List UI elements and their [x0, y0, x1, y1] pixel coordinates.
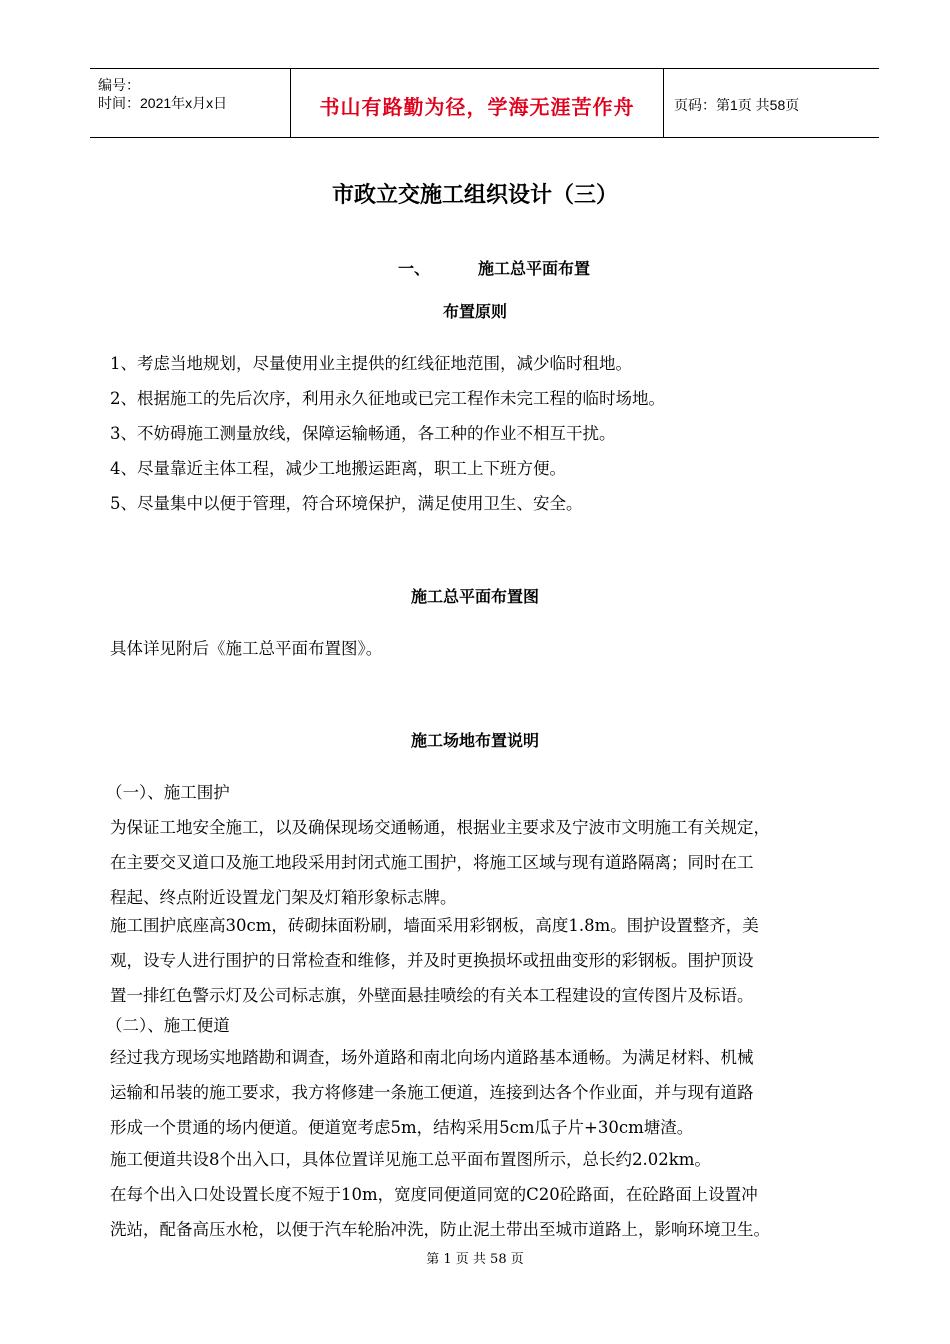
paragraph	[110, 908, 872, 1013]
paragraph-line: 程起、终点附近设置龙门架及灯箱形象标志牌。	[110, 888, 457, 907]
paragraph-line: 运输和吊装的施工要求，我方将修建一条施工便道，连接到达各个作业面，并与现有道路	[110, 1083, 754, 1102]
time-label: 时间：2021年x月x日	[98, 95, 228, 111]
section-title: 施工总平面布置	[478, 259, 591, 278]
paragraph-line: 在每个出入口处设置长度不短于10m，宽度同便道同宽的C20砼路面，在砼路面上设置冲	[110, 1185, 758, 1204]
section-number: 一、	[398, 259, 431, 278]
page-footer: 第 1 页 共 58 页	[426, 1252, 524, 1267]
motto: 书山有路勤为径，学海无涯苦作舟	[319, 95, 635, 119]
paragraph-line: 置一排红色警示灯及公司标志旗，外壁面悬挂喷绘的有关本工程建设的宣传图片及标语。	[110, 986, 754, 1005]
paragraph: 施工便道共设8个出入口，具体位置详见施工总平面布置图所示，总长约2.02km。	[110, 1150, 711, 1169]
header-motto-cell	[291, 69, 664, 137]
header-info-cell	[90, 69, 291, 137]
page-header	[90, 68, 879, 138]
paragraph	[110, 1177, 872, 1247]
principle-item: 1、考虑当地规划，尽量使用业主提供的红线征地范围，减少临时租地。	[110, 354, 632, 373]
layout-plan-text: 具体详见附后《施工总平面布置图》。	[110, 639, 383, 658]
layout-plan-heading: 施工总平面布置图	[410, 587, 539, 606]
paragraph-line: 施工围护底座高30cm，砖砌抹面粉刷，墙面采用彩钢板，高度1.8m。围护设置整齐，美	[110, 916, 759, 935]
principles-heading: 布置原则	[442, 302, 507, 321]
paragraph-line: 观，设专人进行围护的日常检查和维修，并及时更换损坏或扭曲变形的彩钢板。围护顶设	[110, 951, 754, 970]
page-info: 页码：第1页 共58页	[674, 97, 800, 113]
subsection-title: （二）、施工便道	[106, 1016, 230, 1035]
number-label: 编号：	[98, 77, 140, 93]
principle-item: 3、不妨碍施工测量放线，保障运输畅通，各工种的作业不相互干扰。	[110, 424, 616, 443]
paragraph	[110, 810, 872, 915]
paragraph-line: 在主要交叉道口及施工地段采用封闭式施工围护，将施工区域与现有道路隔离；同时在工	[110, 853, 754, 872]
subsection-title: （一）、施工围护	[106, 783, 230, 802]
header-page-cell	[664, 69, 879, 137]
principle-item: 2、根据施工的先后次序，利用永久征地或已完工程作未完工程的临时场地。	[110, 389, 665, 408]
document-title: 市政立交施工组织设计（三）	[331, 183, 618, 208]
principle-item: 5、尽量集中以便于管理，符合环境保护，满足使用卫生、安全。	[110, 494, 583, 513]
site-desc-heading: 施工场地布置说明	[410, 731, 539, 750]
paragraph-line: 为保证工地安全施工，以及确保现场交通畅通，根据业主要求及宁波市文明施工有关规定，	[110, 818, 770, 837]
paragraph-line: 洗站，配备高压水枪，以便于汽车轮胎冲洗，防止泥土带出至城市道路上，影响环境卫生。	[110, 1220, 770, 1239]
principle-item: 4、尽量靠近主体工程，减少工地搬运距离，职工上下班方便。	[110, 459, 566, 478]
paragraph-line: 经过我方现场实地踏勘和调查，场外道路和南北向场内道路基本通畅。为满足材料、机械	[110, 1048, 754, 1067]
paragraph-line: 形成一个贯通的场内便道。便道宽考虑5m，结构采用5cm瓜子片+30cm塘渣。	[110, 1118, 694, 1137]
paragraph	[110, 1040, 872, 1145]
